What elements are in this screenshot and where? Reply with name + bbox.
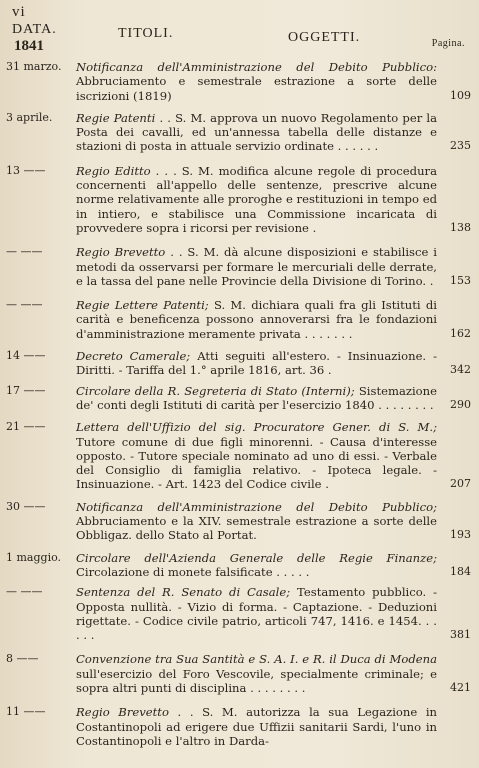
entry-page-number: 342 — [450, 363, 471, 377]
index-entry — [6, 420, 471, 491]
index-entry — [6, 60, 471, 103]
index-entry — [6, 298, 471, 341]
entry-title: Convenzione tra Sua Santità e S. A. I. e R. il Duca di Modena — [76, 652, 437, 667]
entry-page-number: 184 — [450, 564, 471, 578]
entry-text: . . . S. M. modifica alcune regole di procedura concernenti all'appello delle sentenze, prescrive alcune norme relativamente alle proroghe e restituzioni in tempo ed in intiero, e stabilisce una Commissione incaricata di provvedere sopra i ricorsi per revisione . — [76, 163, 438, 235]
entry-body — [76, 60, 471, 103]
index-entry — [6, 551, 471, 580]
entry-title: Lettera dell'Uffizio del sig. Procuratore Gener. di S. M.; — [76, 420, 437, 435]
entry-title: Circolare della R. Segreteria di Stato (Interni); — [76, 383, 355, 398]
entry-body — [76, 384, 471, 413]
entry-text: Abbruciamento e semestrale estrazione a sorte delle iscrizioni (1819) — [76, 74, 437, 103]
entry-title: Notificanza dell'Amministrazione del Debito Pubblico: — [76, 60, 437, 74]
entry-page-number: 138 — [450, 220, 471, 234]
entry-text: S. M. dichiara quali fra gli Istituti di carità e beneficenza possono annoverarsi fra le fondazioni d'amministrazione meramente privata . . . . . . . — [76, 298, 437, 341]
entry-body — [76, 245, 471, 288]
entry-body — [76, 585, 471, 642]
entry-text: . . S. M. dà alcune disposizioni e stabilisce i metodi da osservarsi per formare le mercuriali delle derrate, e la tassa del pane nelle Provincie della Divisione di Torino. . — [76, 245, 437, 288]
entry-title: Regie Lettere Patenti; — [76, 298, 209, 313]
entry-body — [76, 420, 471, 491]
entry-date: 21 —— — [6, 420, 46, 434]
index-entries — [6, 60, 471, 748]
entry-body — [76, 551, 471, 580]
entry-body — [76, 500, 471, 543]
page-number: vi — [12, 4, 26, 20]
entry-text: . . S. M. autorizza la sua Legazione in Costantinopoli ad erigere due Uffizii sanitarii Sardi, l'uno in Costantinopoli e l'altro in Darda- — [76, 705, 437, 748]
entry-page-number: 207 — [450, 477, 471, 491]
entry-date: 1 maggio. — [6, 550, 62, 564]
entry-date: 17 —— — [6, 383, 46, 397]
index-entry — [6, 164, 471, 235]
column-heading-page: Pagina. — [431, 38, 465, 49]
index-entry — [6, 705, 471, 748]
index-entry — [6, 384, 471, 413]
entry-text: sull'esercizio del Foro Vescovile, specialmente criminale; e sopra altri punti di disciplina . . . . . . . . — [76, 666, 437, 695]
index-entry — [6, 585, 471, 642]
entry-text: Testamento pubblico. - Opposta nullità. - Vizio di forma. - Captazione. - Deduzioni rigettate. - Codice civile patrio, articoli 747, 1416. e 1454. . . . . . — [76, 585, 437, 643]
entry-text: Circolazione di monete falsificate . . . . . — [76, 564, 310, 579]
entry-date: — —— — [6, 245, 43, 259]
entry-date: 11 —— — [6, 705, 46, 719]
entry-body — [76, 705, 471, 748]
entry-date: 13 —— — [6, 163, 46, 177]
index-entry — [6, 652, 471, 695]
entry-title: Regio Editto — [76, 163, 151, 178]
index-header — [6, 0, 471, 54]
column-heading-date: DATA. — [12, 22, 57, 37]
entry-text: Tutore comune di due figli minorenni. - Causa d'interesse opposto. - Tutore speciale nominato ad uno di essi. - Verbale del Consiglio di famiglia relativo. - Ipoteca legale. - Insinuazione. - Art. 1423 del Codice civile . — [76, 434, 437, 492]
entry-page-number: 162 — [450, 326, 471, 340]
entry-page-number: 381 — [450, 628, 471, 642]
entry-page-number: 153 — [450, 273, 471, 287]
entry-date: 30 —— — [6, 499, 46, 513]
entry-page-number: 193 — [450, 528, 471, 542]
column-heading-titles: TITOLI. — [118, 26, 174, 41]
entry-body — [76, 652, 471, 695]
entry-text: Atti seguiti all'estero. - Insinuazione. - Diritti. - Tariffa del 1.° aprile 1816, art. 36 . — [76, 349, 437, 378]
entry-date: — —— — [6, 298, 43, 312]
entry-title: Sentenza del R. Senato di Casale; — [76, 585, 291, 600]
year-heading: 1841 — [14, 38, 44, 54]
entry-text: Sistemazione de' conti degli Istituti di carità per l'esercizio 1840 . . . . . . . . — [76, 383, 437, 412]
entry-date: 31 marzo. — [6, 60, 62, 73]
entry-page-number: 290 — [450, 397, 471, 411]
index-entry — [6, 500, 471, 543]
entry-date: 14 —— — [6, 349, 46, 363]
index-entry — [6, 111, 471, 154]
entry-date: 3 aprile. — [6, 110, 53, 124]
entry-title: Regie Patenti — [76, 110, 156, 125]
entry-date: 8 —— — [6, 652, 39, 666]
entry-body — [76, 111, 471, 154]
entry-text: . . S. M. approva un nuovo Regolamento per la Posta dei cavalli, ed un'annessa tabella delle distanze e stazioni di posta in attuale servizio ordinate . . . . . . — [76, 110, 438, 154]
entry-date: — —— — [6, 585, 43, 599]
entry-body — [76, 164, 471, 235]
column-heading-subjects: OGGETTI. — [288, 30, 361, 45]
entry-page-number: 109 — [450, 88, 471, 102]
entry-title: Circolare dell'Azienda Generale delle Regie Finanze; — [76, 550, 437, 565]
entry-title: Regio Brevetto — [76, 705, 169, 720]
entry-title: Notificanza dell'Amministrazione del Debito Pubblico; — [76, 499, 437, 514]
entry-title: Decreto Camerale; — [76, 349, 191, 364]
entry-body — [76, 349, 471, 378]
index-entry — [6, 349, 471, 378]
entry-page-number: 421 — [450, 680, 471, 694]
entry-body — [76, 298, 471, 341]
entry-title: Regio Brevetto — [76, 245, 166, 260]
entry-text: Abbruciamento e la XIV. semestrale estrazione a sorte delle Obbligaz. dello Stato al Portat. — [76, 514, 437, 543]
entry-page-number: 235 — [450, 139, 471, 153]
index-entry — [6, 245, 471, 288]
